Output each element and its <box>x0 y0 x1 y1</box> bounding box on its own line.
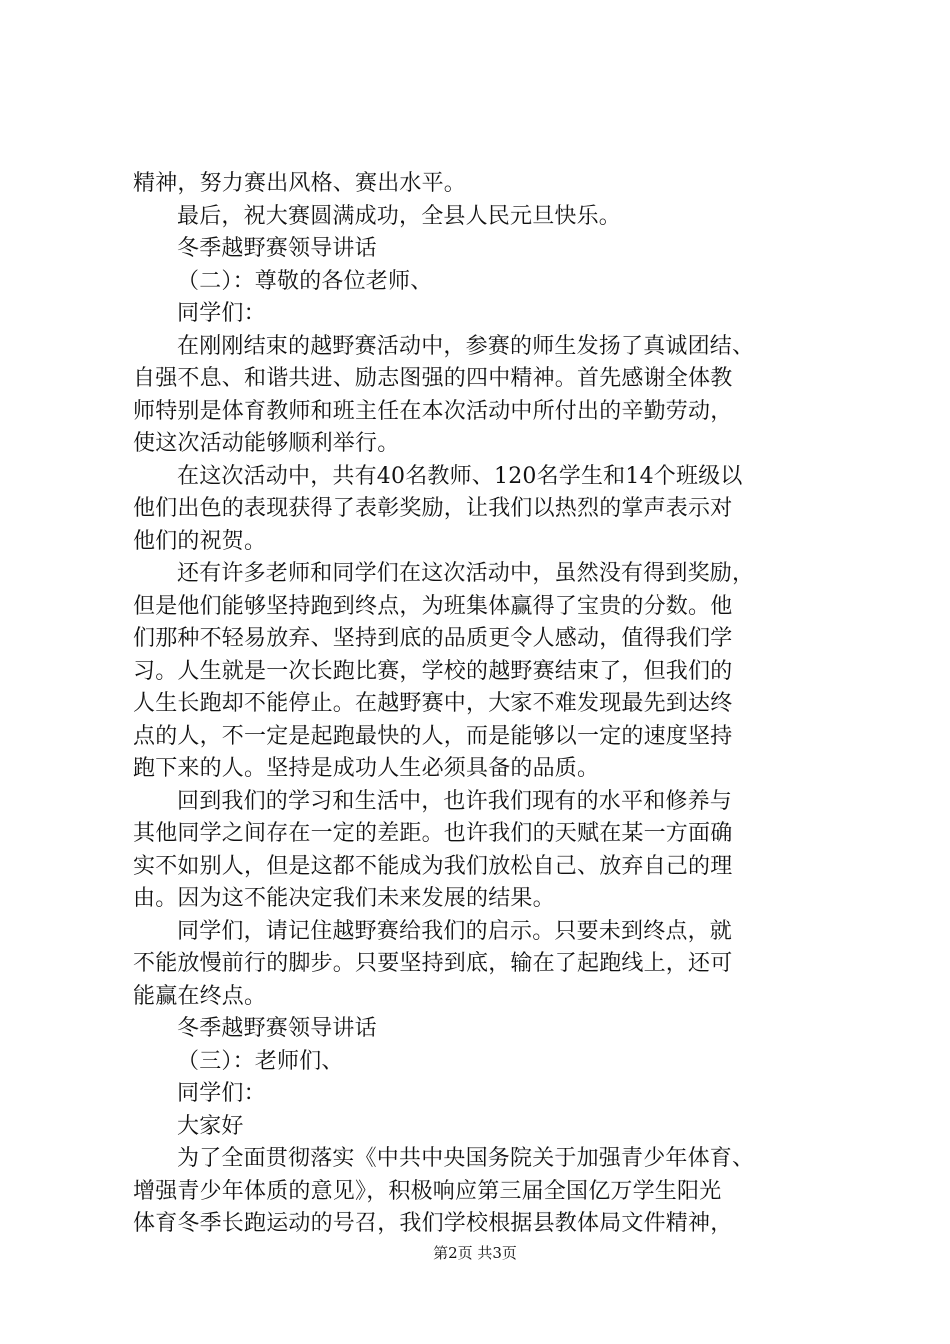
text-line: 实不如别人，但是这都不能成为我们放松自己、放弃自己的理 <box>133 853 733 879</box>
text-line: 自强不息、和谐共进、励志图强的四中精神。首先感谢全体教 <box>133 366 733 391</box>
text-line: 习。人生就是一次长跑比赛，学校的越野赛结束了，但我们的 <box>133 658 733 684</box>
text-line: 同学们： <box>177 301 266 326</box>
text-line: 在刚刚结束的越野赛活动中，参赛的师生发扬了真诚团结、 <box>177 333 755 359</box>
text-line: 人生长跑却不能停止。在越野赛中，大家不难发现最先到达终 <box>133 691 733 716</box>
text-line: 能赢在终点。 <box>133 983 267 1009</box>
text-line: 他们的祝贺。 <box>133 528 267 554</box>
text-line: 同学们，请记住越野赛给我们的启示。只要未到终点，就 <box>177 918 733 944</box>
text-line: 同学们： <box>177 1081 266 1106</box>
text-line: 使这次活动能够顺利举行。 <box>133 431 400 456</box>
text-line: 不能放慢前行的脚步。只要坚持到底，输在了起跑线上，还可 <box>133 951 733 976</box>
text-line: 点的人，不一定是起跑最快的人，而是能够以一定的速度坚持 <box>133 723 733 749</box>
text-line: 最后，祝大赛圆满成功，全县人民元旦快乐。 <box>177 203 622 229</box>
text-line: 大家好 <box>177 1113 244 1139</box>
text-line: 冬季越野赛领导讲话 <box>177 1016 377 1041</box>
text-line: 冬季越野赛领导讲话 <box>177 236 377 261</box>
text-line: 其他同学之间存在一定的差距。也许我们的天赋在某一方面确 <box>133 821 733 846</box>
text-line: 师特别是体育教师和班主任在本次活动中所付出的辛勤劳动， <box>133 398 733 424</box>
text-line: 由。因为这不能决定我们未来发展的结果。 <box>133 886 555 911</box>
text-line: 精神，努力赛出风格、赛出水平。 <box>133 171 467 196</box>
text-line: 还有许多老师和同学们在这次活动中，虽然没有得到奖励， <box>177 561 755 586</box>
text-line: （二）：尊敬的各位老师、 <box>177 268 433 294</box>
text-line: 在这次活动中，共有40名教师、120名学生和14个班级以 <box>177 463 743 489</box>
document-body <box>133 168 833 1241</box>
text-line: 们那种不轻易放弃、坚持到底的品质更令人感动，值得我们学 <box>133 626 733 651</box>
text-line: （三）：老师们、 <box>177 1048 344 1074</box>
text-line: 跑下来的人。坚持是成功人生必须具备的品质。 <box>133 756 600 781</box>
text-line: 他们出色的表现获得了表彰奖励，让我们以热烈的掌声表示对 <box>133 496 733 521</box>
text-line: 为了全面贯彻落实《中共中央国务院关于加强青少年体育、 <box>177 1146 755 1171</box>
text-line: 但是他们能够坚持跑到终点，为班集体赢得了宝贵的分数。他 <box>133 593 733 619</box>
text-line: 增强青少年体质的意见》，积极响应第三届全国亿万学生阳光 <box>133 1178 722 1204</box>
text-line: 体育冬季长跑运动的号召，我们学校根据县教体局文件精神， <box>133 1211 733 1236</box>
page-footer: 第2页 共3页 <box>433 1244 517 1262</box>
text-line: 回到我们的学习和生活中，也许我们现有的水平和修养与 <box>177 788 733 814</box>
